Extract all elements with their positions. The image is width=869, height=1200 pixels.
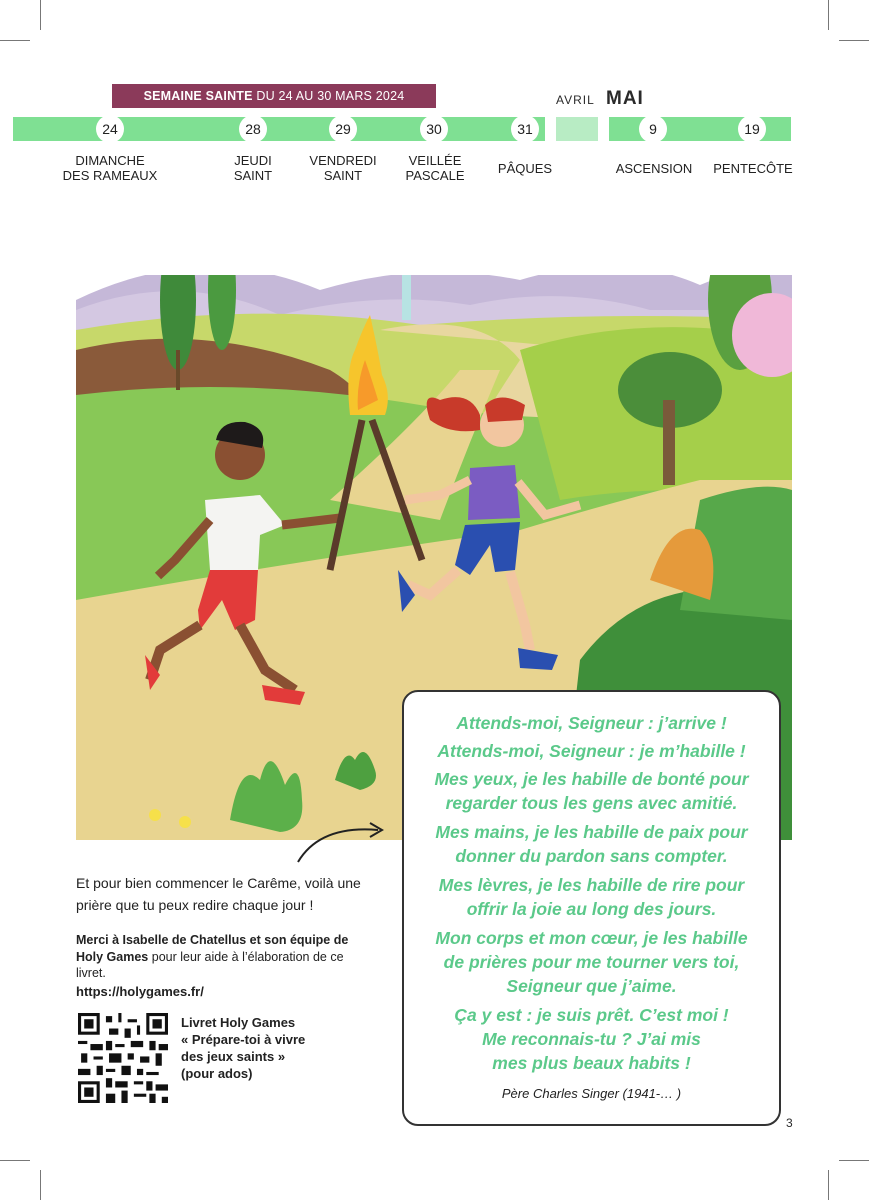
crop-mark xyxy=(0,1160,30,1161)
feast-label: PENTECÔTE xyxy=(713,161,793,176)
day-circle: 9 xyxy=(639,115,667,143)
crop-mark xyxy=(0,40,30,41)
crop-mark xyxy=(839,40,869,41)
crop-mark xyxy=(828,1170,829,1200)
day-circle: 31 xyxy=(511,115,539,143)
feast-label: VEILLÉE PASCALE xyxy=(405,153,465,183)
day-circle: 24 xyxy=(96,115,124,143)
prayer-line: Attends-moi, Seigneur : j’arrive ! xyxy=(456,713,727,733)
month-april-label: AVRIL xyxy=(556,93,595,107)
prayer-line: offrir la joie au long des jours. xyxy=(466,899,717,919)
prayer-line: donner du pardon sans compter. xyxy=(455,846,728,866)
prayer-line: Seigneur que j’aime. xyxy=(506,976,677,996)
prayer-line: Mes mains, je les habille de paix pour xyxy=(435,822,748,842)
qr-code-icon[interactable] xyxy=(78,1013,168,1103)
feast-label: ASCENSION xyxy=(615,161,693,176)
page-number: 3 xyxy=(786,1116,793,1130)
prayer-box xyxy=(402,690,781,1126)
day-circle: 19 xyxy=(738,115,766,143)
prayer-line: Ça y est : je suis prêt. C’est moi ! xyxy=(454,1005,729,1025)
prayer-line: mes plus beaux habits ! xyxy=(492,1053,691,1073)
crop-mark xyxy=(839,1160,869,1161)
banner-title: SEMAINE SAINTE xyxy=(143,89,253,103)
livret-title: Livret Holy Games xyxy=(181,1015,296,1030)
month-may-label: MAI xyxy=(606,88,644,109)
intro-text: Et pour bien commencer le Carême, voilà une prière que tu peux redire chaque jour ! xyxy=(76,875,361,913)
livret-audience: (pour ados) xyxy=(181,1066,253,1081)
feast-label: PÂQUES xyxy=(497,161,553,176)
curved-arrow-icon xyxy=(290,820,390,870)
prayer-line: Mon corps et mon cœur, je les habille xyxy=(435,928,748,948)
feast-label: JEUDI SAINT xyxy=(233,153,273,183)
day-circle: 29 xyxy=(329,115,357,143)
prayer-line: Mes lèvres, je les habille de rire pour xyxy=(438,875,745,895)
credits-rest: pour leur aide à l’élaboration de ce livret. xyxy=(76,949,344,980)
livret-subtitle: des jeux saints » xyxy=(181,1049,286,1064)
prayer-line: Me reconnais-tu ? J’ai mis xyxy=(482,1029,701,1049)
credits-text xyxy=(76,932,376,982)
prayer-signature: Père Charles Singer (1941-… ) xyxy=(501,1086,682,1101)
crop-mark xyxy=(828,0,829,30)
prayer-line: de prières pour me tourner vers toi, xyxy=(443,952,740,972)
banner-dates: DU 24 AU 30 MARS 2024 xyxy=(252,89,405,103)
prayer-line: Mes yeux, je les habille de bonté pour xyxy=(434,769,749,789)
livret-subtitle: « Prépare-toi à vivre xyxy=(181,1032,306,1047)
crop-mark xyxy=(40,0,41,30)
crop-mark xyxy=(40,1170,41,1200)
day-circle: 30 xyxy=(420,115,448,143)
feast-label: DIMANCHE DES RAMEAUX xyxy=(62,153,158,183)
credits-bold: Merci à Isabelle de Chatellus et son équipe de Holy Games xyxy=(76,933,349,964)
holygames-link[interactable]: https://holygames.fr/ xyxy=(76,984,204,999)
prayer-line: regarder tous les gens avec amitié. xyxy=(445,793,738,813)
timeline-bar-april xyxy=(556,117,598,141)
prayer-line: Attends-moi, Seigneur : je m’habille ! xyxy=(437,741,746,761)
day-circle: 28 xyxy=(239,115,267,143)
timeline-bar-march xyxy=(13,117,545,141)
holy-week-banner xyxy=(112,84,436,108)
feast-label: VENDREDI SAINT xyxy=(309,153,377,183)
livret-info xyxy=(181,1014,361,1082)
